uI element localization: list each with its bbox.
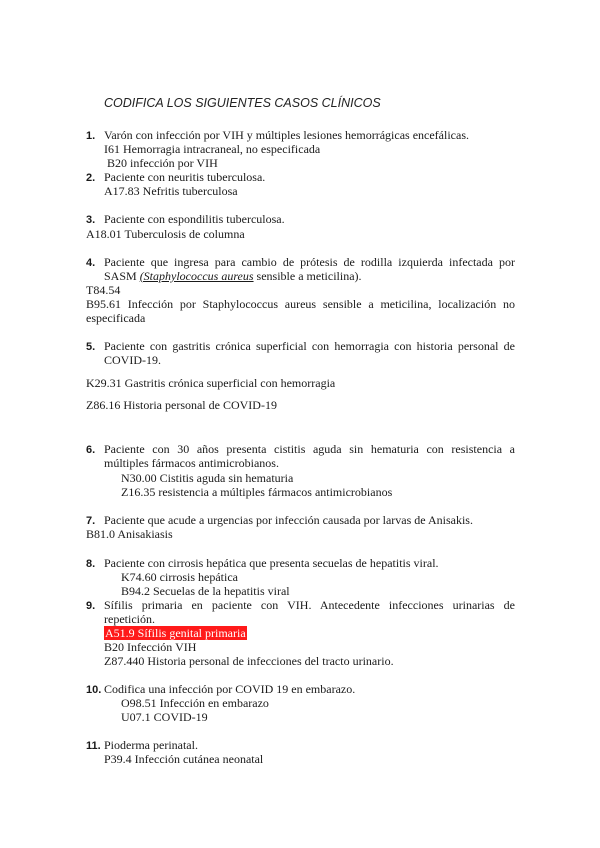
item-code: B20 Infección VIH <box>104 640 197 654</box>
item-number: 5. <box>86 341 96 353</box>
item-text: Varón con infección por VIH y múltiples lesiones hemorrágicas encefálicas. <box>104 128 469 142</box>
item-text: Sífilis primaria en paciente con VIH. Antecedente infecciones urinarias de <box>104 598 515 612</box>
item-text: Paciente que acude a urgencias por infección causada por larvas de Anisakis. <box>104 513 473 527</box>
item-number: 9. <box>86 600 96 612</box>
item-code: U07.1 COVID-19 <box>121 710 208 724</box>
item-code: B95.61 Infección por Staphylococcus aureus sensible a meticilina, localización no <box>86 297 515 311</box>
item-text: Paciente con neuritis tuberculosa. <box>104 170 266 184</box>
item-text-part: sensible a meticilina). <box>253 269 362 283</box>
item-code: O98.51 Infección en embarazo <box>121 696 269 710</box>
item-code: K29.31 Gastritis crónica superficial con hemorragia <box>86 376 336 390</box>
item-text: Paciente con cirrosis hepática que presenta secuelas de hepatitis viral. <box>104 556 439 570</box>
item-code: A17.83 Nefritis tuberculosa <box>104 184 238 198</box>
item-number: 6. <box>86 444 96 456</box>
item-text-part: SASM <box>104 269 140 283</box>
item-text-line2 <box>104 269 362 283</box>
item-number: 11. <box>86 740 101 752</box>
item-code: B20 infección por VIH <box>107 156 218 170</box>
item-code: K74.60 cirrosis hepática <box>121 570 238 584</box>
item-number: 10. <box>86 684 102 696</box>
item-code: Z86.16 Historia personal de COVID-19 <box>86 398 277 412</box>
item-code: A18.01 Tuberculosis de columna <box>86 227 245 241</box>
item-text: Paciente con 30 años presenta cistitis aguda sin hematuria con resistencia a <box>104 442 515 456</box>
item-number: 7. <box>86 515 96 527</box>
organism-name: (Staphylococcus aureus <box>139 269 254 283</box>
item-text: Paciente que ingresa para cambio de prótesis de rodilla izquierda infectada por <box>104 255 515 269</box>
page-title: CODIFICA LOS SIGUIENTES CASOS CLÍNICOS <box>104 96 381 110</box>
item-text: Pioderma perinatal. <box>104 738 198 752</box>
item-text: Paciente con gastritis crónica superficial con hemorragia con historia personal de <box>104 339 515 353</box>
item-number: 8. <box>86 558 96 570</box>
item-code: Z87.440 Historia personal de infecciones del tracto urinario. <box>104 654 394 668</box>
item-number: 2. <box>86 172 96 184</box>
item-text: Paciente con espondilitis tuberculosa. <box>104 212 285 226</box>
item-code: B81.0 Anisakiasis <box>86 527 173 541</box>
item-code: P39.4 Infección cutánea neonatal <box>104 752 264 766</box>
item-text-line2: COVID-19. <box>104 353 161 367</box>
item-text-line2: repetición. <box>104 612 155 626</box>
highlighted-code <box>104 626 247 640</box>
item-code: N30.00 Cistitis aguda sin hematuria <box>121 471 294 485</box>
item-code: T84.54 <box>86 283 121 297</box>
item-number: 3. <box>86 214 96 226</box>
item-code: Z16.35 resistencia a múltiples fármacos antimicrobianos <box>121 485 393 499</box>
item-number: 1. <box>86 130 96 142</box>
item-code: B94.2 Secuelas de la hepatitis viral <box>121 584 290 598</box>
item-text-line2: múltiples fármacos antimicrobianos. <box>104 456 279 470</box>
highlight-marker: A51.9 Sífilis genital primaria <box>105 626 246 640</box>
item-code: I61 Hemorragia intracraneal, no especificada <box>104 142 321 156</box>
item-text: Codifica una infección por COVID 19 en embarazo. <box>104 682 356 696</box>
item-code-line2: especificada <box>86 311 146 325</box>
item-number: 4. <box>86 257 96 269</box>
